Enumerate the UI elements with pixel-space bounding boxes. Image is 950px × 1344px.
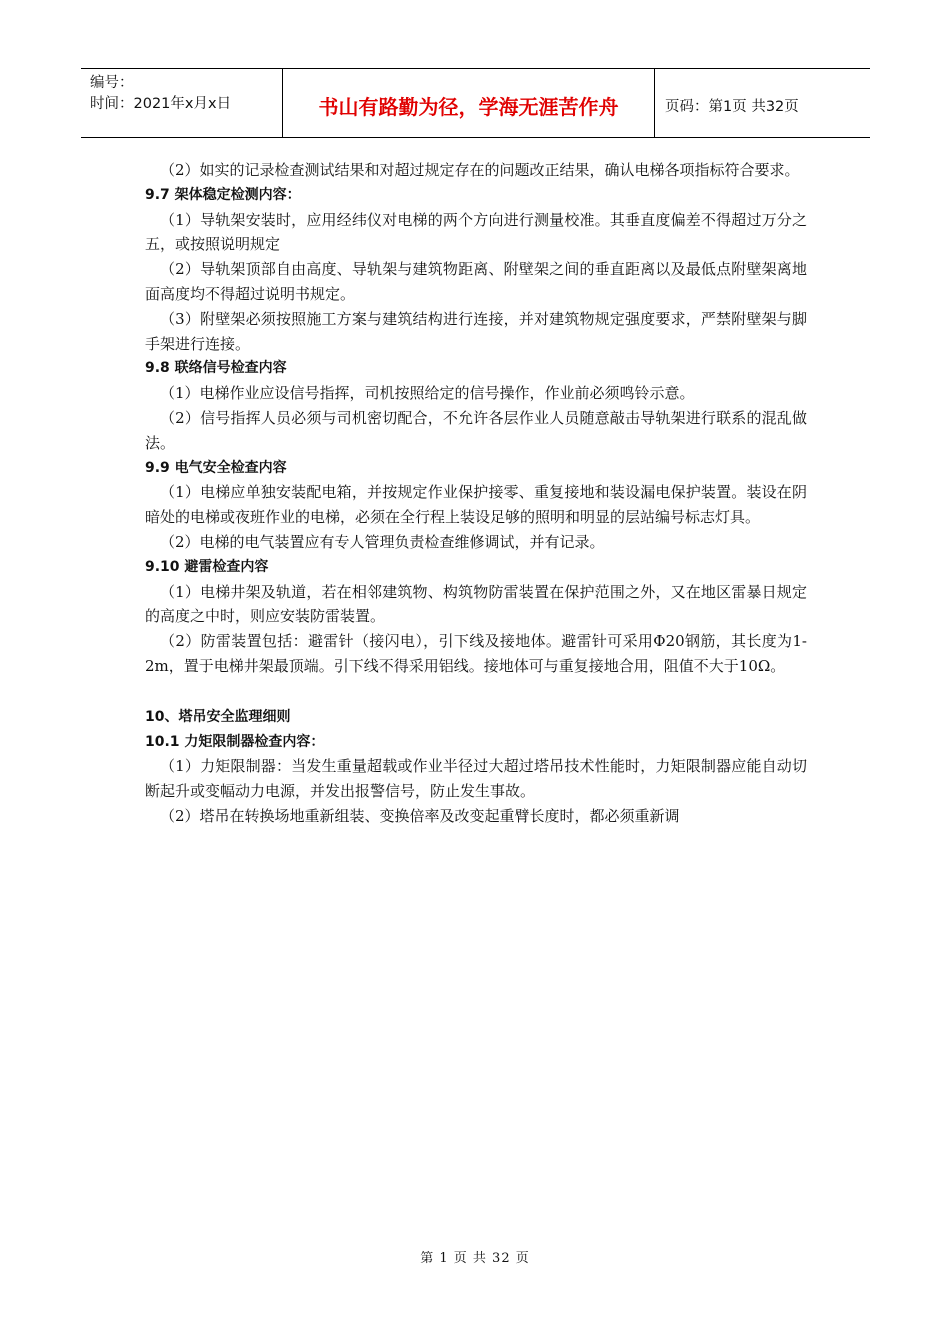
header-left-cell — [81, 69, 283, 137]
body-paragraph: （2）电梯的电气装置应有专人管理负责检查维修调试，并有记录。 — [160, 532, 605, 551]
section-heading: 9.10 避雷检查内容 — [145, 558, 269, 575]
body-paragraph: （2）塔吊在转换场地重新组装、变换倍率及改变起重臂长度时，都必须重新调 — [160, 806, 680, 825]
header-page-info: 页码：第1页 共32页 — [665, 98, 799, 115]
body-paragraph: （1）力矩限制器：当发生重量超载或作业半径过大超过塔吊技术性能时，力矩限制器应能自动切断起升或变幅动力电源，并发出报警信号，防止发生事故。 — [145, 757, 807, 801]
body-paragraph: （1）电梯作业应设信号指挥，司机按照给定的信号操作，作业前必须鸣铃示意。 — [160, 384, 695, 403]
document-date: 时间：2021年x月x日 — [90, 96, 232, 112]
document-number-label: 编号： — [90, 75, 134, 91]
section-heading: 9.7 架体稳定检测内容： — [145, 186, 301, 203]
header-motto: 书山有路勤为径，学海无涯苦作舟 — [283, 69, 655, 137]
body-paragraph: （2）如实的记录检查测试结果和对超过规定存在的问题改正结果，确认电梯各项指标符合要求。 — [160, 161, 800, 179]
section-heading: 9.8 联络信号检查内容 — [145, 360, 287, 377]
body-paragraph: （2）信号指挥人员必须与司机密切配合，不允许各层作业人员随意敲击导轨架进行联系的混乱做法。 — [145, 408, 807, 452]
section-heading: 10.1 力矩限制器检查内容： — [145, 733, 325, 750]
page-header — [81, 68, 870, 138]
body-paragraph: （1）电梯应单独安装配电箱，并按规定作业保护接零、重复接地和装设漏电保护装置。装设在阴暗处的电梯或夜班作业的电梯，必须在全行程上装设足够的照明和明显的层站编号标志灯具。 — [145, 483, 807, 527]
section-heading: 9.9 电气安全检查内容 — [145, 459, 287, 476]
body-paragraph: （3）附壁架必须按照施工方案与建筑结构进行连接，并对建筑物规定强度要求，严禁附壁架与脚手架进行连接。 — [145, 309, 807, 353]
body-paragraph: （1）电梯井架及轨道，若在相邻建筑物、构筑物防雷装置在保护范围之外，又在地区雷暴日规定的高度之中时，则应安装防雷装置。 — [145, 582, 807, 626]
document-body — [145, 158, 807, 829]
page-footer: 第 1 页 共 32 页 — [420, 1251, 530, 1266]
body-paragraph: （2）导轨架顶部自由高度、导轨架与建筑物距离、附壁架之间的垂直距离以及最低点附壁架离地面高度均不得超过说明书规定。 — [145, 260, 807, 303]
section-gap — [145, 679, 807, 705]
body-paragraph: （1）导轨架安装时，应用经纬仪对电梯的两个方向进行测量校准。其垂直度偏差不得超过万分之五，或按照说明规定 — [145, 210, 807, 254]
body-paragraph: （2）防雷装置包括：避雷针（接闪电），引下线及接地体。避雷针可采用Φ20钢筋，其长度为1-2m，置于电梯井架最顶端。引下线不得采用铝线。接地体可与重复接地合用，阻值不大于10Ω。 — [145, 632, 807, 675]
section-heading: 10、塔吊安全监理细则 — [145, 708, 291, 725]
